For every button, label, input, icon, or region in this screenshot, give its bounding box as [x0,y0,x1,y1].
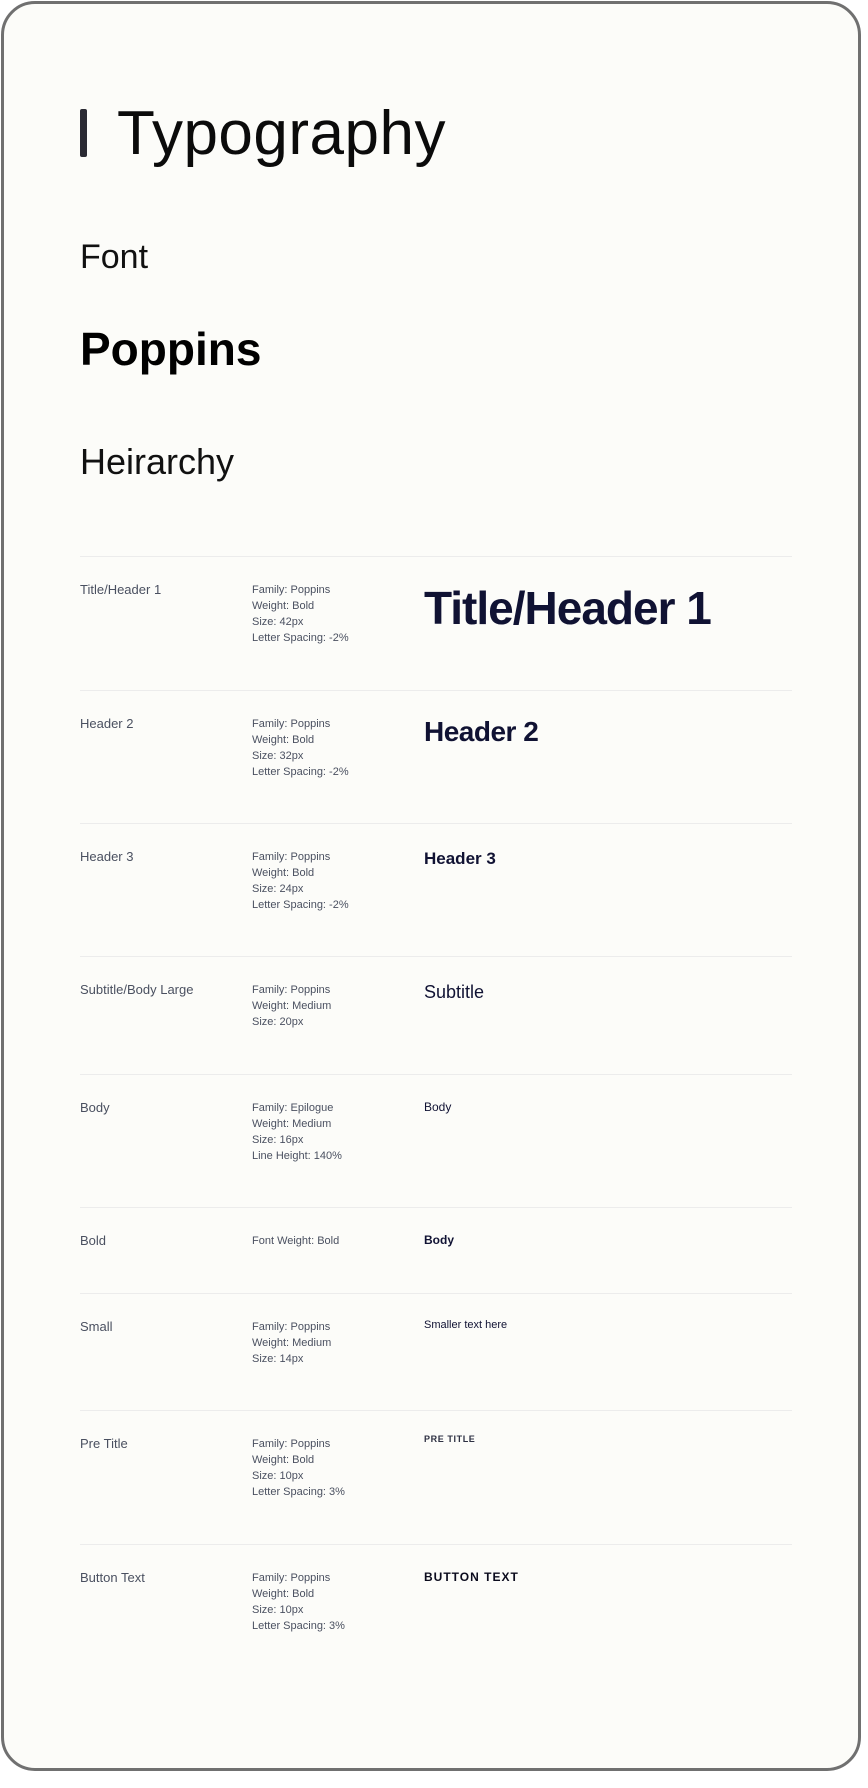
style-name: Body [80,1100,110,1115]
style-name: Small [80,1319,113,1334]
style-sample: Body [424,1233,454,1247]
style-name: Subtitle/Body Large [80,982,194,997]
style-name: Pre Title [80,1436,128,1451]
spec-line: Size: 32px [252,750,304,762]
style-sample: PRE TITLE [424,1434,476,1444]
type-row-subtitle [80,956,792,1074]
font-family-name: Poppins [80,323,262,375]
spec-line: Family: Poppins [252,584,331,596]
spec-line: Weight: Medium [252,1337,332,1349]
style-specs [252,849,349,913]
type-row-header-2 [80,690,792,823]
spec-line: Font Weight: Bold [252,1235,340,1247]
type-row-button-text [80,1544,792,1674]
spec-line: Line Height: 140% [252,1150,342,1162]
type-row-small [80,1293,792,1410]
typography-card [1,1,861,1771]
spec-line: Family: Poppins [252,1321,331,1333]
spec-line: Weight: Medium [252,1118,332,1130]
spec-line: Size: 24px [252,883,304,895]
spec-line: Letter Spacing: -2% [252,766,349,778]
style-specs [252,982,331,1030]
type-row-pre-title [80,1410,792,1544]
spec-line: Size: 20px [252,1016,304,1028]
spec-line: Size: 14px [252,1353,304,1365]
style-specs [252,1436,345,1500]
type-row-bold [80,1207,792,1293]
spec-line: Weight: Bold [252,734,315,746]
spec-line: Weight: Bold [252,1454,315,1466]
style-specs [252,1319,331,1367]
type-row-title-header-1 [80,556,792,690]
spec-line: Letter Spacing: -2% [252,632,349,644]
style-name: Header 3 [80,849,134,864]
style-sample: Title/Header 1 [424,582,711,634]
style-sample: Header 2 [424,716,539,747]
spec-line: Letter Spacing: 3% [252,1620,345,1632]
style-name: Header 2 [80,716,134,731]
spec-line: Family: Poppins [252,984,331,996]
type-scale-table [80,556,792,1674]
style-name: Title/Header 1 [80,582,162,597]
spec-line: Size: 42px [252,616,304,628]
style-sample: Smaller text here [424,1319,508,1331]
hierarchy-section-label: Heirarchy [80,441,235,482]
style-specs [252,716,349,780]
spec-line: Size: 16px [252,1134,304,1146]
style-name: Bold [80,1233,107,1248]
style-sample: Body [424,1100,452,1114]
spec-line: Family: Poppins [252,1438,331,1450]
spec-line: Weight: Bold [252,600,315,612]
spec-line: Family: Poppins [252,851,331,863]
title-accent-bar [80,109,87,157]
spec-line: Size: 10px [252,1604,304,1616]
style-sample: Header 3 [424,849,496,868]
spec-line: Weight: Medium [252,1000,332,1012]
style-specs [252,582,349,646]
page-title: Typography [117,98,446,168]
style-name: Button Text [80,1570,145,1585]
spec-line: Letter Spacing: 3% [252,1486,345,1498]
style-specs [252,1570,345,1634]
spec-line: Size: 10px [252,1470,304,1482]
type-row-header-3 [80,823,792,956]
spec-line: Family: Poppins [252,1572,331,1584]
spec-line: Family: Poppins [252,718,331,730]
type-row-body [80,1074,792,1207]
spec-line: Family: Epilogue [252,1102,334,1114]
spec-line: Weight: Bold [252,867,315,879]
style-specs [252,1233,339,1249]
font-section-label: Font [80,238,149,276]
title-row [80,98,446,168]
spec-line: Letter Spacing: -2% [252,899,349,911]
style-sample: BUTTON TEXT [424,1570,519,1584]
style-specs [252,1100,342,1164]
style-sample: Subtitle [424,982,485,1002]
spec-line: Weight: Bold [252,1588,315,1600]
